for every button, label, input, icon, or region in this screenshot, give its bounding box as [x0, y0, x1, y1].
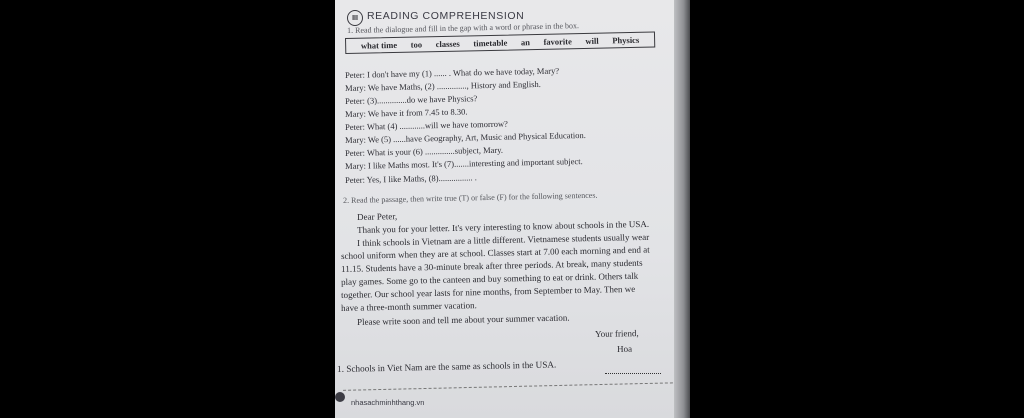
word-box-item: an: [520, 37, 531, 48]
question-1: 1. Schools in Viet Nam are the same as schools in the USA.: [337, 359, 557, 374]
dialogue-line: Peter: What is your (6) ..............subject, Mary.: [345, 144, 504, 158]
section-title: READING COMPREHENSION: [367, 10, 525, 22]
dialogue-line: Mary: We have Maths, (2) .............., History and English.: [345, 78, 541, 93]
word-box-item: timetable: [473, 37, 508, 49]
letter-line: have a three-month summer vacation.: [341, 300, 477, 313]
letter-line: Thank you for your letter. It's very interesting to know about schools in the USA.: [357, 218, 650, 235]
page-edge-shadow: [674, 0, 690, 418]
word-box-item: too: [410, 39, 423, 50]
dialogue-line: Peter: Yes, I like Maths, (8)................ .: [345, 172, 477, 185]
dialogue-line: Peter: What (4) ............will we have tomorrow?: [345, 118, 508, 132]
word-box-item: what time: [360, 39, 398, 51]
exercise2-instruction: 2. Read the passage, then write true (T) or false (F) for the following sentences.: [343, 190, 598, 205]
dialogue-line: Mary: We have it from 7.45 to 8.30.: [345, 106, 468, 119]
dialogue-line: Mary: We (5) ......have Geography, Art, Music and Physical Education.: [345, 129, 586, 145]
exercise1-instruction: 1. Read the dialogue and fill in the gap with a word or phrase in the box.: [347, 21, 580, 35]
word-box-item: will: [585, 35, 599, 46]
letter-sign-off: Your friend,: [595, 328, 639, 339]
word-box-item: Physics: [612, 34, 640, 46]
word-box: [345, 32, 655, 54]
page-divider: [343, 382, 683, 391]
word-box-item: classes: [435, 38, 460, 50]
word-box-item: favorite: [543, 36, 572, 47]
letter-closing: Please write soon and tell me about your summer vacation.: [357, 312, 570, 327]
answer-blank[interactable]: [605, 373, 661, 374]
letter-line: I think schools in Vietnam are a little different. Vietnamese students usually wear: [357, 231, 650, 248]
dialogue-line: Peter: (3)..............do we have Physics?: [345, 93, 478, 106]
section-number-badge: III: [347, 10, 363, 26]
footer-website: nhasachminhthang.vn: [351, 398, 425, 407]
letter-line: play games. Some go to the canteen and buy something to eat or drink. Others talk: [341, 270, 639, 287]
letter-signature: Hoa: [617, 343, 633, 354]
letter-line: 11.15. Students have a 30-minute break after three periods. At break, many students: [341, 257, 643, 274]
letter-line: together. Our school year lasts for nine months, from September to May. Then we: [341, 283, 636, 300]
letter-line: school uniform when they are at school. Classes start at 7.00 each morning and end at: [341, 244, 650, 261]
dialogue-line: Mary: I like Maths most. It's (7).......interesting and important subject.: [345, 156, 583, 171]
page-number-icon: [335, 392, 345, 402]
worksheet-page: [335, 0, 690, 418]
letter-greeting: Dear Peter,: [357, 211, 398, 222]
dialogue-line: Peter: I don't have my (1) ...... . What do we have today, Mary?: [345, 65, 560, 80]
